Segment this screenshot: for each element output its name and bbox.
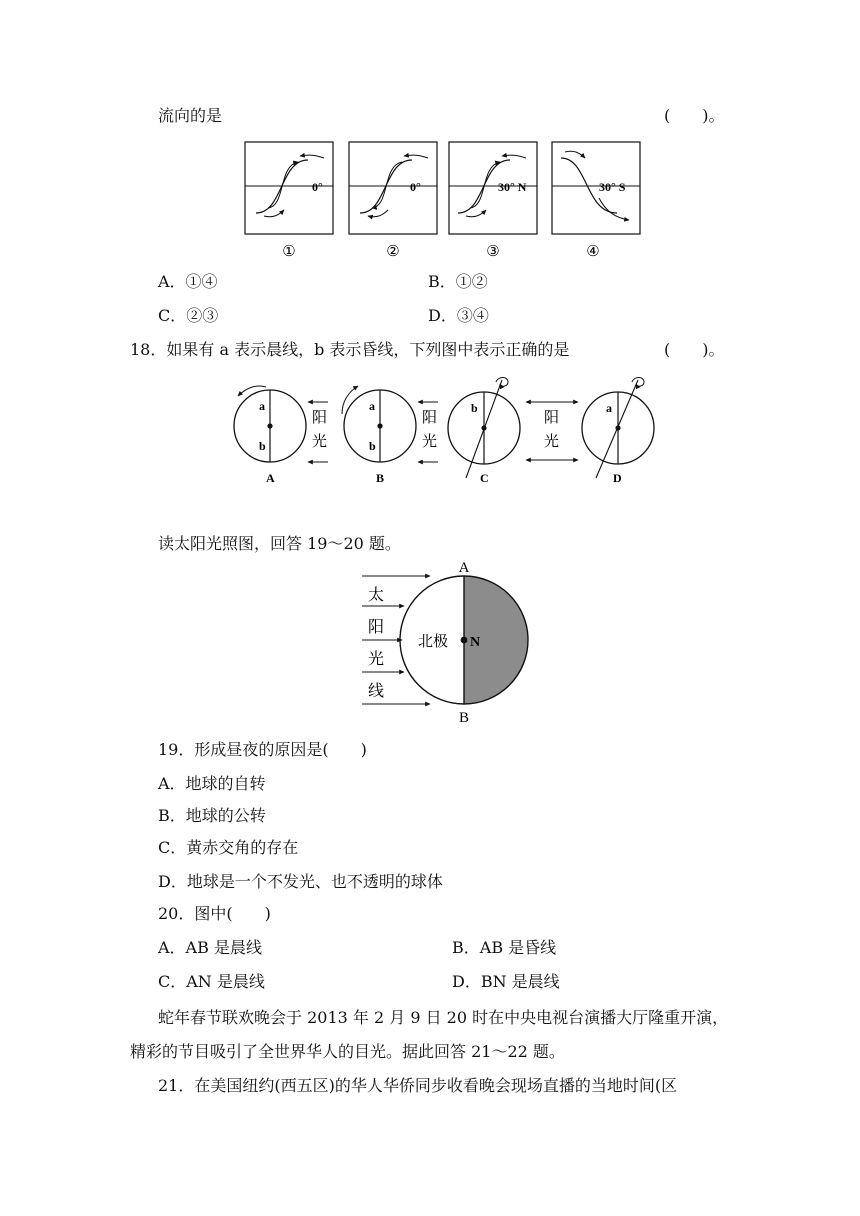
q20-option-b: B．AB 是昏线	[452, 938, 557, 957]
panel-4-label: 30° S	[599, 180, 626, 194]
panel-1-number: ①	[282, 244, 296, 260]
q19-option-a: A．地球的自转	[158, 774, 266, 793]
q17-option-b: B．①②	[428, 272, 488, 291]
q18-answer-paren: ( )。	[664, 340, 725, 359]
point-n-label: N	[470, 635, 481, 650]
q18-stem: 18．如果有 a 表示晨线，b 表示昏线，下列图中表示正确的是	[130, 340, 570, 359]
q19-option-c: C．黄赤交角的存在	[158, 838, 299, 857]
q17-stem-tail: 流向的是	[158, 106, 223, 125]
current-panel-1	[245, 142, 333, 260]
panel-1-label: 0°	[312, 180, 323, 194]
panel-2-label: 0°	[410, 180, 421, 194]
intro-21-22-line-1: 蛇年春节联欢晚会于 2013 年 2 月 9 日 20 时在中央电视台演播大厅隆重开演，	[158, 1008, 729, 1027]
current-panel-2	[349, 142, 437, 260]
diagram-a-line-b: b	[259, 439, 266, 453]
panel-3-label: 30° N	[498, 180, 527, 194]
q17-option-d: D．③④	[428, 306, 489, 325]
q17-option-c: C．②③	[158, 306, 219, 325]
north-pole-label: 北极	[418, 634, 449, 650]
current-panel-4	[552, 142, 640, 260]
diagram-b-sun-char-2: 光	[422, 434, 438, 450]
diagram-c-label: C	[480, 471, 489, 485]
diagram-b-label: B	[376, 471, 385, 485]
q20-option-a: A．AB 是晨线	[158, 938, 262, 957]
panel-3-number: ③	[486, 244, 500, 260]
ocean-current-figure	[238, 138, 648, 263]
diagram-b-line-b: b	[369, 439, 376, 453]
sun-char-2: 阳	[368, 619, 385, 636]
q19-option-b: B．地球的公转	[158, 806, 266, 825]
point-b-label: B	[458, 710, 470, 726]
diagram-b-sun-char-1: 阳	[422, 410, 438, 426]
panel-2-number: ②	[386, 244, 400, 260]
terminator-diagram-a	[234, 386, 328, 485]
sunlight-figure	[356, 560, 536, 726]
terminator-diagram-c	[448, 378, 520, 486]
diagram-d-label: D	[613, 471, 622, 485]
terminator-diagram-d	[582, 378, 654, 486]
diagram-a-sun-char-1: 阳	[312, 410, 328, 426]
q20-stem: 20．图中( )	[158, 904, 271, 923]
point-a-label: A	[458, 560, 470, 576]
middle-sun-char-2: 光	[544, 434, 560, 450]
q20-option-d: D．BN 是晨线	[452, 972, 560, 991]
diagram-a-sun-char-2: 光	[312, 434, 328, 450]
q20-option-c: C．AN 是晨线	[158, 972, 265, 991]
sun-char-4: 线	[368, 683, 385, 700]
q19-option-d: D．地球是一个不发光、也不透明的球体	[158, 872, 443, 891]
middle-sun-char-1: 阳	[544, 410, 560, 426]
diagram-c-line-b: b	[471, 401, 478, 415]
sun-char-1: 太	[368, 587, 385, 604]
intro-21-22-line-2: 精彩的节目吸引了全世界华人的目光。据此回答 21～22 题。	[130, 1042, 565, 1061]
diagram-a-line-a: a	[259, 399, 265, 413]
q21-stem: 21．在美国纽约(西五区)的华人华侨同步收看晚会现场直播的当地时间(区	[158, 1076, 678, 1095]
panel-4-number: ④	[586, 244, 600, 260]
q17-option-a: A．①④	[158, 272, 218, 291]
sunlight-arrows-cd	[526, 402, 578, 460]
sun-char-3: 光	[368, 651, 385, 668]
q17-answer-paren: ( )。	[664, 106, 725, 125]
intro-19-20: 读太阳光照图，回答 19～20 题。	[158, 534, 401, 553]
diagram-b-line-a: a	[369, 399, 375, 413]
terminator-figure	[226, 372, 656, 490]
q19-stem: 19．形成昼夜的原因是( )	[158, 740, 367, 759]
diagram-d-line-a: a	[606, 401, 612, 415]
terminator-diagram-b	[342, 386, 438, 485]
diagram-a-label: A	[266, 471, 275, 485]
current-panel-3	[449, 142, 537, 260]
